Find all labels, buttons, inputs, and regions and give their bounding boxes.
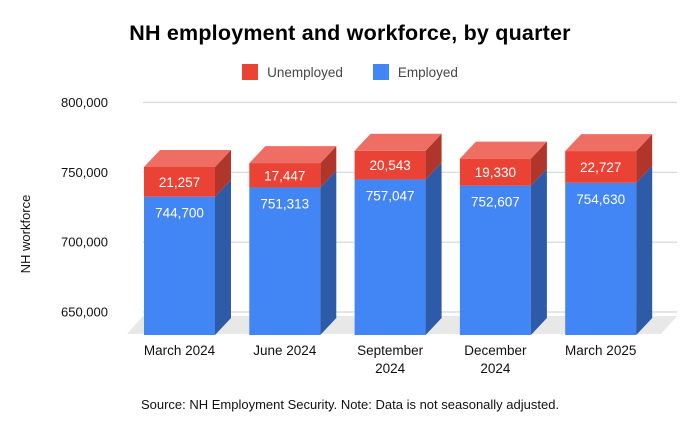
source-note: Source: NH Employment Security. Note: Data is not seasonally adjusted.: [140, 397, 560, 412]
chart-title: NH employment and workforce, by quarter: [129, 21, 571, 45]
x-axis-label-december-2024: December: [464, 343, 527, 358]
legend-item-unemployed: [242, 64, 343, 80]
y-tick-label: 750,000: [61, 164, 108, 180]
bar-employed-side-june-2024: [320, 170, 336, 335]
x-axis-label-december-2024: 2024: [480, 361, 511, 376]
legend-label-employed: Employed: [397, 64, 458, 80]
bar-employed-side-september-2024: [426, 162, 442, 335]
bar-employed-side-march-2024: [215, 180, 231, 335]
employed-value-label-march-2025: 754,630: [576, 191, 626, 207]
bar-employed-side-december-2024: [531, 169, 547, 335]
y-axis-title: NH workforce: [18, 194, 33, 274]
unemployed-value-label-september-2024: 20,543: [369, 158, 411, 174]
y-tick-label: 700,000: [61, 234, 108, 250]
chart-legend: [0, 64, 700, 80]
employed-value-label-march-2024: 744,700: [155, 205, 204, 221]
unemployed-value-label-june-2024: 17,447: [264, 168, 306, 184]
x-axis-label-september-2024: September: [357, 343, 424, 358]
legend-label-unemployed: Unemployed: [267, 64, 343, 80]
x-axis-label-september-2024: 2024: [375, 361, 406, 376]
x-axis-label-june-2024: June 2024: [253, 343, 317, 358]
unemployed-value-label-march-2024: 21,257: [158, 174, 201, 190]
bar-employed-side-march-2025: [636, 166, 652, 335]
y-tick-label: 650,000: [61, 304, 108, 320]
employed-value-label-december-2024: 752,607: [470, 194, 520, 210]
legend-item-employed: [373, 64, 458, 80]
employed-value-label-september-2024: 757,047: [365, 188, 415, 204]
unemployed-swatch-icon: [242, 64, 258, 80]
x-axis-label-march-2025: March 2025: [565, 343, 637, 358]
employed-value-label-june-2024: 751,313: [260, 196, 310, 212]
x-axis-label-march-2024: March 2024: [143, 343, 216, 358]
unemployed-value-label-december-2024: 19,330: [474, 165, 517, 181]
unemployed-value-label-march-2025: 22,727: [580, 159, 622, 175]
y-tick-label: 800,000: [61, 94, 108, 110]
employed-swatch-icon: [373, 64, 389, 80]
